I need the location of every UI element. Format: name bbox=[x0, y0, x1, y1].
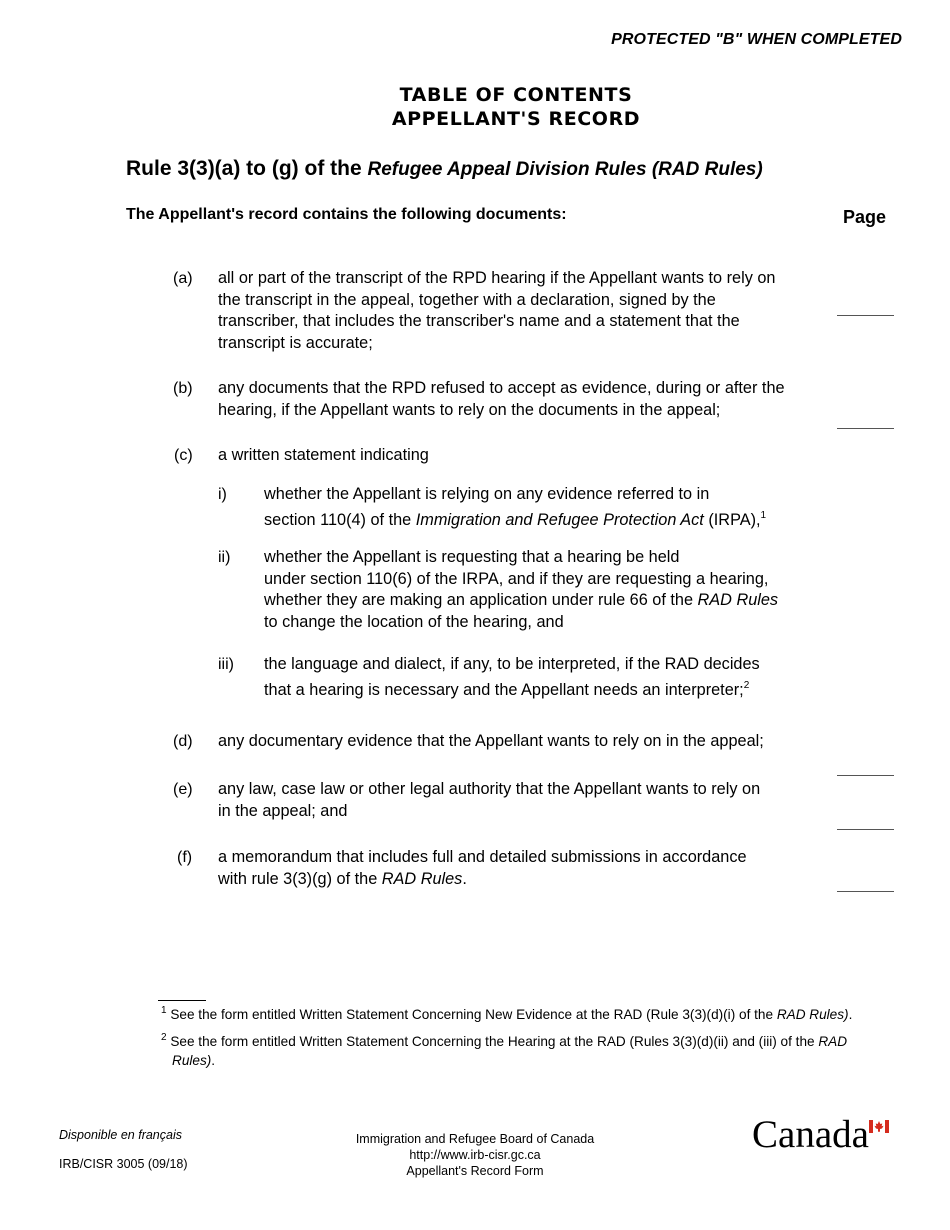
item-e-text bbox=[218, 779, 833, 822]
item-f-text bbox=[218, 847, 833, 890]
item-c-i-line2-pre: section 110(4) of the bbox=[264, 510, 416, 529]
item-c-ii-line1: whether the Appellant is requesting that a hearing be held bbox=[264, 548, 680, 566]
item-f-line2-post: . bbox=[462, 869, 467, 888]
footnote-2-text: See the form entitled Written Statement Concerning the Hearing at the RAD (Rules 3(3)(d)(ii) and (iii) of the bbox=[170, 1034, 819, 1049]
page-column-header: Page bbox=[843, 207, 887, 227]
rad-rules-italic: RAD Rules bbox=[697, 591, 779, 609]
item-c-label: (c) bbox=[174, 447, 193, 464]
rule-heading-prefix: Rule 3(3)(a) to (g) of the bbox=[126, 157, 368, 180]
item-d-page-field[interactable] bbox=[837, 775, 894, 776]
item-c-i-line1: whether the Appellant is relying on any evidence referred to in bbox=[264, 485, 710, 503]
maple-leaf bbox=[874, 1121, 883, 1132]
item-a-page-field[interactable] bbox=[837, 315, 894, 316]
item-f-line2 bbox=[218, 869, 833, 891]
item-c-ii-line3 bbox=[264, 590, 824, 612]
rad-rules-italic: RAD Rules bbox=[381, 869, 463, 888]
footnote-2-italic: RAD bbox=[818, 1034, 848, 1049]
rule-heading bbox=[126, 157, 763, 181]
item-c-ii-text bbox=[264, 547, 824, 633]
item-f-line2-pre: with rule 3(3)(g) of the bbox=[218, 869, 382, 888]
item-b-page-field[interactable] bbox=[837, 428, 894, 429]
item-d-label: (d) bbox=[173, 733, 193, 750]
item-f-page-field[interactable] bbox=[837, 891, 894, 892]
footnote-2-line1 bbox=[161, 1032, 896, 1051]
footnote-2-end: . bbox=[211, 1053, 216, 1068]
footer-form-name: Appellant's Record Form bbox=[406, 1164, 544, 1178]
canada-wordmark bbox=[752, 1113, 892, 1158]
item-c-ii-label: ii) bbox=[218, 549, 231, 566]
french-availability: Disponible en français bbox=[59, 1128, 182, 1142]
item-a-line: transcript is accurate; bbox=[218, 333, 373, 352]
item-e-line: in the appeal; and bbox=[218, 801, 348, 820]
item-b-text bbox=[218, 378, 833, 421]
rule-heading-italic: Refugee Appeal Division Rules (RAD Rules) bbox=[367, 159, 763, 180]
item-c-ii-line3-pre: whether they are making an application under rule 66 of the bbox=[264, 591, 698, 609]
protected-b-notice: PROTECTED "B" WHEN COMPLETED bbox=[611, 31, 902, 48]
intro-text: The Appellant's record contains the following documents: bbox=[126, 206, 567, 223]
item-c-text: a written statement indicating bbox=[218, 446, 429, 464]
flag-right-bar bbox=[885, 1120, 889, 1133]
flag-left-bar bbox=[869, 1120, 873, 1133]
footnote-separator bbox=[158, 1000, 206, 1001]
footnote-1-text: See the form entitled Written Statement Concerning New Evidence at the RAD (Rule 3(3)(d)(i) of the bbox=[170, 1007, 777, 1022]
footnote-1-italic: RAD Rules) bbox=[776, 1007, 849, 1022]
item-c-ii-line2: under section 110(6) of the IRPA, and if they are requesting a hearing, bbox=[264, 569, 769, 588]
item-c-i-text bbox=[264, 484, 824, 531]
item-c-ii-line4: to change the location of the hearing, and bbox=[264, 612, 564, 631]
item-e-line: any law, case law or other legal authority that the Appellant wants to rely on bbox=[218, 780, 761, 798]
item-c-iii-line1: the language and dialect, if any, to be interpreted, if the RAD decides bbox=[264, 655, 760, 673]
canada-wordmark-text: Canada bbox=[752, 1113, 869, 1156]
footnote-2-line2 bbox=[161, 1051, 896, 1070]
item-a-line: the transcript in the appeal, together with a declaration, signed by the bbox=[218, 290, 716, 309]
footer-url[interactable]: http://www.irb-cisr.gc.ca bbox=[409, 1148, 541, 1162]
toc-title: TABLE OF CONTENTS bbox=[399, 84, 633, 106]
footnote-ref-2[interactable]: 2 bbox=[743, 679, 750, 691]
footnote-ref-1[interactable]: 1 bbox=[760, 509, 767, 521]
item-e-page-field[interactable] bbox=[837, 829, 894, 830]
item-f-label: (f) bbox=[177, 849, 193, 866]
footer-org-block bbox=[330, 1131, 620, 1179]
item-c-iii-line2-text: that a hearing is necessary and the Appellant needs an interpreter; bbox=[264, 680, 744, 699]
irpa-act-title: Immigration and Refugee Protection Act bbox=[415, 510, 704, 529]
item-a-line: transcriber, that includes the transcriber's name and a statement that the bbox=[218, 312, 740, 330]
item-f-line1: a memorandum that includes full and detailed submissions in accordance bbox=[218, 848, 747, 866]
item-b-line: hearing, if the Appellant wants to rely on the documents in the appeal; bbox=[218, 400, 721, 419]
item-a-line: all or part of the transcript of the RPD hearing if the Appellant wants to rely on bbox=[218, 269, 776, 287]
item-c-iii-label: iii) bbox=[218, 656, 234, 673]
footnote-2 bbox=[161, 1032, 896, 1070]
item-c-i-line2 bbox=[264, 510, 824, 532]
form-code: IRB/CISR 3005 (09/18) bbox=[59, 1157, 188, 1171]
footer-org: Immigration and Refugee Board of Canada bbox=[355, 1132, 595, 1146]
item-b-label: (b) bbox=[173, 380, 193, 397]
canada-flag-icon-shape bbox=[869, 1120, 889, 1133]
item-c-i-label: i) bbox=[218, 486, 227, 503]
footnote-2-number: 2 bbox=[161, 1032, 167, 1043]
item-c-iii-line2 bbox=[264, 680, 824, 702]
item-c-iii-text bbox=[264, 654, 824, 701]
item-c-i-line2-post: (IRPA), bbox=[703, 510, 761, 529]
footnote-1-end: . bbox=[848, 1007, 853, 1022]
item-a-text bbox=[218, 268, 833, 354]
toc-subtitle: APPELLANT'S RECORD bbox=[391, 108, 641, 130]
footnote-2-italic: Rules) bbox=[172, 1053, 212, 1068]
item-b-line: any documents that the RPD refused to accept as evidence, during or after the bbox=[218, 379, 785, 397]
footnote-1 bbox=[161, 1005, 896, 1024]
item-a-label: (a) bbox=[173, 270, 193, 287]
item-e-label: (e) bbox=[173, 781, 193, 798]
item-d-text: any documentary evidence that the Appellant wants to rely on in the appeal; bbox=[218, 732, 764, 750]
footnote-1-number: 1 bbox=[161, 1005, 167, 1016]
